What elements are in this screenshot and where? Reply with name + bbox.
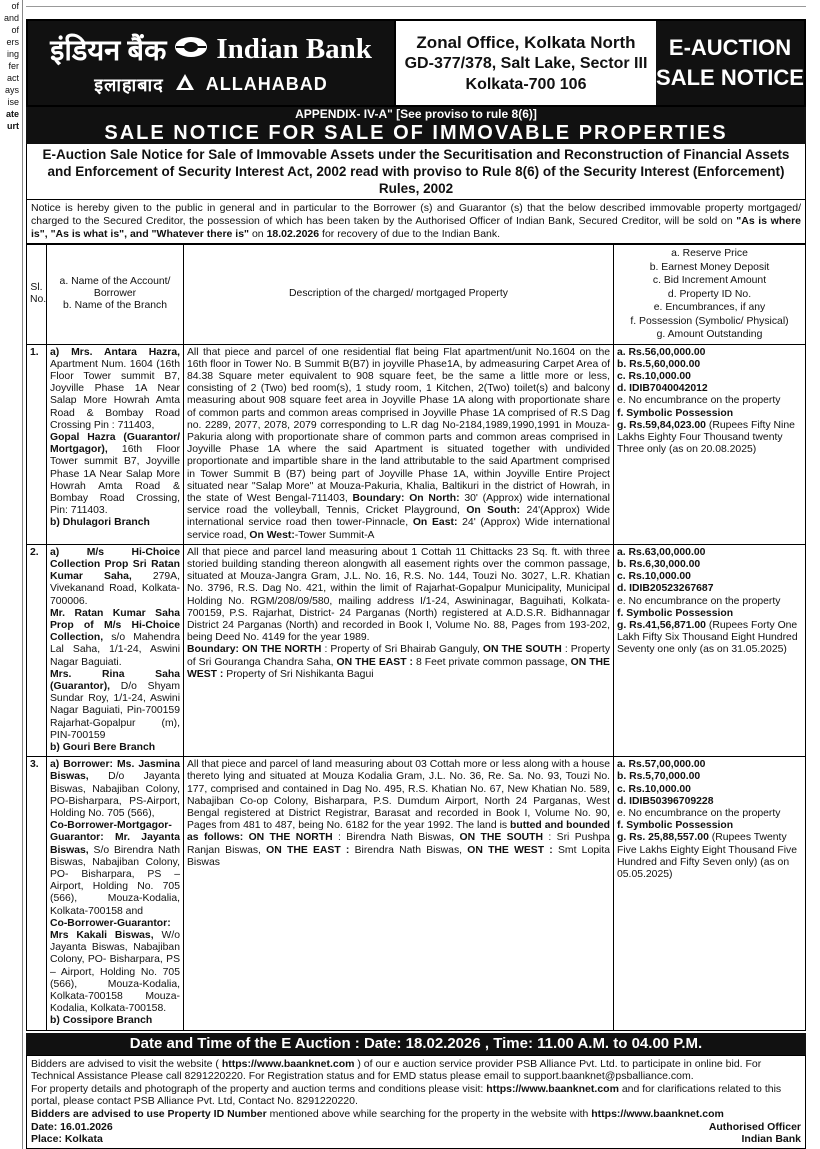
row-sl: 2. [27, 544, 47, 756]
bid-increment: c. Rs.10,000.00 [617, 783, 691, 795]
earnest-money: b. Rs.5,60,000.00 [617, 358, 701, 370]
fragment-text: fer [8, 61, 19, 71]
row-description [184, 757, 614, 1030]
boundary-label: On South: [466, 505, 521, 517]
auction-date-bar: Date and Time of the E Auction : Date: 18.02.2026 , Time: 11.00 A.M. to 04.00 P.M. [26, 1033, 806, 1055]
amount-outstanding: g. Rs.59,84,023.00 [617, 419, 706, 431]
amount-words: (Rupees Forty One Lakh Fifty Six Thousand Eight Hundred Seventy one only (as on 31.05.2025) [617, 619, 798, 656]
amount-words: (Rupees Twenty Five Lakhs Eighty Eight Thousand Five Hundred and Fifty Seven only) (as on 05.05.2025) [617, 832, 798, 881]
table-row [27, 544, 806, 756]
description-text: All that piece and parcel of land measuring about 03 Cottah more or less along with a house thereto lying and situated at Mouza Kodalia Gram, J.L. No. 36, Re. Sa. No. 93, Touzi No. 177, comprised and contained in Dag No. 495, R.S. Khatian No. 67, New Khatian No. 589, Nabajiban Co-op Colony, Bisharpara, P.S. Dumdum Airport, North 24 Parganas, West Bengal registered at District Registrar, Barasat and recorded in Book I, Volume No. 90, Pages from 481 to 487, being No. 6182 for the year 1992. The land is [187, 759, 610, 832]
description-text: 8 Feet private common passage, [412, 656, 571, 668]
table-row [27, 344, 806, 544]
boundary-label: ON THE SOUTH [459, 832, 544, 844]
header-description: Description of the charged/ mortgaged Property [184, 245, 614, 345]
guarantor-address: 16th Floor Tower summit B7, Joyville Phase 1A Near Salap More Howrah Amta Road & Bombay Road Crossing, Pin: 711403. [50, 444, 180, 517]
allahabad-emblem-icon [176, 74, 194, 95]
office-line-2: GD-377/378, Salt Lake, Sector III [404, 54, 648, 72]
row-reserve [614, 544, 806, 756]
adjacent-column-fragment [0, 0, 23, 1149]
row-sl: 1. [27, 344, 47, 544]
fragment-text: ers [6, 37, 19, 47]
fragment-text: and [3, 13, 19, 23]
row-sl: 3. [27, 757, 47, 1030]
description-text: : Sri Pushpa Ranjan Biswas, [187, 832, 610, 856]
notice-paragraph [26, 199, 806, 244]
proprietor-address: s/o Mahendra Lal Saha, 1/1-24, Aswini Nagar Baguiati. [50, 632, 180, 668]
properties-table [26, 244, 806, 1031]
encumbrance: e. No encumbrance on the property [617, 595, 781, 607]
badge-line-1: E-AUCTION [668, 35, 792, 60]
notice-date-label: Date: 16.01.2026 [31, 1120, 113, 1133]
encumbrance: e. No encumbrance on the property [617, 808, 781, 820]
appendix-line: APPENDIX- IV-A" [See proviso to rule 8(6)] [26, 107, 806, 122]
fragment-text: act [6, 73, 19, 83]
description-text: 24'(Approx) Wide international service road then tower-Pinnacle, [187, 505, 610, 529]
guarantor-name: Gopal Hazra (Guarantor/ Mortgagor), [50, 431, 180, 456]
header-account: a. Name of the Account/ Borrower b. Name of the Branch [47, 245, 184, 345]
description-text: 24' (Approx) Wide international service road, [187, 517, 611, 541]
guarantor-address: D/o Shyam Sundar Roy, 1/1-24, Aswini Nagar Baguiati, Pin-700159 Rajarhat-Gopalpur (m), PIN-700159 [50, 680, 180, 741]
table-header-row [27, 245, 806, 345]
boundary-label: ON THE EAST : [336, 656, 413, 668]
footer-line-1 [31, 1058, 801, 1083]
description-text: All that piece and parcel of one residential flat being Flat apartment/unit No.1604 on the 16th floor in Tower No. B Summit B(B7) in joyville Phase1A, by admeasuring Carpet Area of 84.38 Square meter equivalent to 908 square feet, be the same a little more or less, consisting of 2 (Two) bed room(s), 1 study room, 1 Kitchen, 2(Two) toilet(s) and balcony measuring about 908 square feet area in Joyville Phase 1A along with proportionate share of common parts and common areas comprised in Joyville Phase 1A comprised of R.S Dag no. 2289, 2077, 2078, 2079 corresponding to L.R dag No-2184,1989,1990,1991 in Mouza- Pakuria along with proportionate share of common parts and common areas comprised in Joyville Phase 1A where the said Apartment is situated together with undivided proportionate and impartible share in the land attributable to the said Apartment comprised in Tower Summit B (B7) being part of Joyville Phase 1A, within Joyville Entire Project situated near "Salap More" at Mouza-Pakuria, Khalia, Baltikuri in the district of Howrah, in the state of West Bengal-711403, [187, 346, 610, 504]
possession: f. Symbolic Possession [617, 407, 734, 419]
notice-page [26, 0, 806, 1149]
guarantor-address: W/o Jayanta Biswas, Nabajiban Colony, PO- Bisharpara, PS – Airport, Holding No. 705 (566), Mouza-Kodalia, Kolkata-700158 Mouza-Kodalia, Kolkata-700158. [50, 930, 180, 1015]
office-address [394, 21, 656, 105]
boundary-label: Boundary: On North: [352, 492, 460, 504]
notice-bold: "As is where is", "As is what is", and "Whatever there is" [31, 215, 802, 240]
description-text: Smt Lopita Biswas [187, 844, 610, 868]
website-link[interactable]: https://www.baanknet.com [486, 1082, 619, 1095]
borrower-address: 279A, Vivekanand Road, Kolkata-700006. [50, 571, 180, 607]
logo-english-sub: ALLAHABAD [205, 74, 328, 94]
office-line-1: Zonal Office, Kolkata North [416, 32, 636, 52]
earnest-money: b. Rs.6,30,000.00 [617, 558, 701, 570]
header-sl: Sl. No. [27, 245, 47, 345]
footer [26, 1055, 806, 1149]
proprietor-name: Mr. Ratan Kumar Saha Prop of M/s Hi-Choice Collection, [50, 607, 180, 644]
row-account [47, 544, 184, 756]
fragment-text: ate [5, 109, 19, 119]
fragment-text: ays [4, 85, 19, 95]
property-id: d. IDIB20523267687 [617, 583, 714, 595]
bank-logo [28, 21, 394, 105]
footer-bold: Bidders are advised to use Property ID Number [31, 1108, 267, 1121]
property-id: d. IDIB7040042012 [617, 383, 708, 395]
table-row [27, 757, 806, 1030]
description-text: : Birendra Nath Biswas, [332, 832, 460, 844]
borrower-address: D/o Jayanta Biswas, Nabajiban Colony, PO-Bisharpara, PS-Airport, Holding No. 705 (566), [50, 771, 180, 820]
footer-text: Bidders are advised to visit the website ( [31, 1057, 222, 1070]
fragment-text: ise [7, 97, 19, 107]
co-borrower-name: Co-Borrower-Mortgagor-Guarantor: Mr. Jayanta Biswas, [50, 820, 180, 856]
boundary-label: On East: [412, 517, 458, 529]
notice-place-label: Place: Kolkata [31, 1133, 103, 1146]
row-description [184, 544, 614, 756]
boundary-label: Boundary: ON THE NORTH [187, 644, 322, 656]
logo-hindi-name: इंडियन बैंक [50, 34, 167, 67]
footer-line-3 [31, 1108, 801, 1121]
boundary-label: ON THE WEST : [187, 656, 610, 680]
description-text: Property of Sri Nishikanta Bagui [223, 668, 374, 680]
row-reserve [614, 344, 806, 544]
bank-emblem-icon [174, 33, 208, 66]
row-account [47, 757, 184, 1030]
fragment-text: urt [7, 121, 19, 131]
branch-name: b) Cossipore Branch [50, 1015, 153, 1027]
row-account [47, 344, 184, 544]
notice-text: on [249, 228, 267, 240]
signatory-title: Authorised Officer [708, 1120, 801, 1133]
row-description [184, 344, 614, 544]
notice-text: Notice is hereby given to the public in general and in particular to the Borrower (s) and Guarantor (s) that the below described immovable property mortgaged/ charged to the Secured Creditor, the possession of which has been taken by the Authorised Officer of Indian Bank, Secured Creditor, will be sold on [31, 202, 801, 227]
website-link[interactable]: https://www.baanknet.com [591, 1108, 724, 1121]
header [26, 19, 806, 107]
description-text: : Property of Sri Bhairab Ganguly, [321, 644, 483, 656]
footer-text: For property details and photograph of the property and auction terms and conditions please visit: [31, 1082, 487, 1095]
possession: f. Symbolic Possession [617, 607, 734, 619]
possession: f. Symbolic Possession [617, 820, 734, 832]
amount-outstanding: g. Rs. 25,88,557.00 [617, 832, 709, 844]
logo-english-name: Indian Bank [216, 32, 372, 65]
boundary-label: butted and bounded as follows: ON THE NORTH [187, 820, 610, 844]
footer-text: mentioned above while searching for the property in the website with [266, 1108, 592, 1121]
earnest-money: b. Rs.5,70,000.00 [617, 771, 701, 783]
header-reserve: a. Reserve Price b. Earnest Money Deposit c. Bid Increment Amount d. Property ID No. e. Encumbrances, if any f. Possession (Symbolic/ Physical) g. Amount Outstanding [614, 245, 806, 345]
guarantor-name: Co-Borrower-Guarantor: Mrs Kakali Biswas, [50, 917, 171, 942]
boundary-label: ON THE SOUTH [482, 644, 562, 656]
notice-date: 18.02.2026 [266, 228, 320, 240]
footer-line-2 [31, 1083, 801, 1108]
boundary-label: ON THE WEST : [467, 844, 553, 856]
borrower-name: a) Mrs. Antara Hazra, [50, 346, 180, 358]
description-text: 30' (Approx) wide international service road the volleyball, Tennis, Cricket Playground, [187, 492, 610, 517]
description-text: All that piece and parcel land measuring about 1 Cottah 11 Chittacks 23 Sq. ft. with three storied building standing thereon alongwith all easement rights over the common passage, situated at Mouza-Jangra Gram, J.L. No. 16, R.S. No. 144, Touzi No. 3027, L.R. Khatian No. 3796, R.S. Dag No. 421, within the limit of Rajarhat-Gopalpur Municipality, Municipal Holding No. RGM/208/09/580, mailing address I/1-24, Aswininagar, Baguihati, Kolkata-700159, P.S. Rajarhat, District- 24 Parganas (North) registered at A.D.S.R. Bidhannagar District 24 Parganas (North) and recorded in Book I, Volume No. 88, Pages from 193-202, being Deed No. 4149 for the year 1989. [187, 546, 610, 644]
branch-name: b) Dhulagori Branch [50, 517, 150, 529]
office-line-3: Kolkata-700 106 [465, 75, 587, 93]
fragment-text: ing [6, 49, 19, 59]
co-borrower-address: S/o Birendra Nath Biswas, Nabajiban Colony, PO- Bisharpara, PS – Airport, Holding No. 705 (566), Mouza-Kodalia, Kolkata-700158 and [50, 844, 180, 917]
logo-hindi-sub: इलाहाबाद [94, 74, 164, 95]
description-text: -Tower Summit-A [294, 529, 375, 541]
footer-text: ) of our e auction service provider PSB Alliance Pvt. Ltd. to participate in online bid. For Technical Assistance Please call 8291220220. For Registration status and for EMD status please email to support.baanknet@psballiance.com. [31, 1057, 762, 1083]
boundary-label: On West: [249, 529, 295, 541]
badge-line-2: SALE NOTICE [656, 65, 804, 90]
amount-words: (Rupees Fifty Nine Lakhs Eighty Four Thousand twenty Three only (as on 20.08.2025) [617, 419, 795, 456]
website-link[interactable]: https://www.baanknet.com [221, 1057, 355, 1070]
notice-text: for recovery of due to the Indian Bank. [319, 228, 501, 240]
description-text: Birendra Nath Biswas, [349, 844, 468, 856]
encumbrance: e. No encumbrance on the property [617, 395, 781, 407]
fragment-text: of [11, 25, 19, 35]
description-text: : Property of Sri Gouranga Chandra Saha, [187, 644, 611, 668]
signature-row [31, 1121, 801, 1146]
signatory-bank: Indian Bank [741, 1133, 801, 1146]
property-id: d. IDIB50396709228 [617, 795, 714, 807]
borrower-name: a) Borrower: Ms. Jasmina Biswas, [50, 759, 180, 783]
bid-increment: c. Rs.10,000.00 [617, 571, 691, 583]
fragment-text: of [11, 1, 19, 11]
borrower-name: a) M/s Hi-Choice Collection Prop Sri Ratan Kumar Saha, [50, 546, 180, 583]
top-strip [26, 0, 806, 7]
boundary-label: ON THE EAST : [266, 844, 350, 856]
bid-increment: c. Rs.10,000.00 [617, 370, 691, 382]
sale-notice-title: SALE NOTICE FOR SALE OF IMMOVABLE PROPERTIES [26, 122, 806, 144]
subtitle: E-Auction Sale Notice for Sale of Immovable Assets under the Securitisation and Reconstruction of Financial Assets and Enforcement of Security Interest Act, 2002 read with proviso to Rule 8(6) of the Security Interest (Enforcement) Rules, 2002 [26, 144, 806, 199]
amount-outstanding: g. Rs.41,56,871.00 [617, 619, 706, 631]
reserve-price: a. Rs.57,00,000.00 [617, 759, 706, 771]
guarantor-name: Mrs. Rina Saha (Guarantor), [50, 668, 180, 692]
reserve-price: a. Rs.63,00,000.00 [617, 546, 706, 558]
eauction-badge [656, 21, 804, 105]
footer-text: and for clarifications related to this portal, please contact PSB Alliance Pvt. Ltd, Contact No. 8291220220. [31, 1082, 782, 1108]
borrower-address: Apartment Num. 1604 (16th Floor Tower summit B7, Joyville Phase 1A Near Salap More Howrah Amta Road & Bombay Road Crossing Pin : 711403, [50, 358, 180, 431]
reserve-price: a. Rs.56,00,000.00 [617, 346, 706, 358]
row-reserve [614, 757, 806, 1030]
branch-name: b) Gouri Bere Branch [50, 742, 156, 753]
